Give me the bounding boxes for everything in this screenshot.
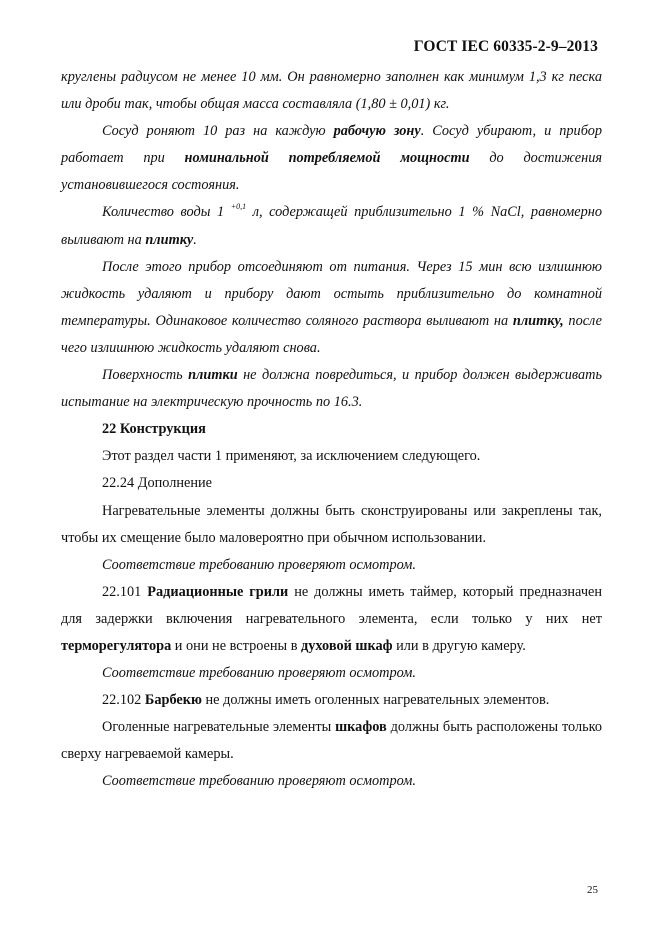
compliance-note: Соответствие требованию проверяют осмотром.	[102, 665, 416, 682]
term-oven: духовой шкаф	[301, 637, 393, 654]
clause-22-101: 22.101 Радиационные грили не должны иметь таймер, который предназначен для задержки включения нагревательного элемента, если только у них нет терморегулятора и они не встроены в духовой шкаф или в другую камеру.	[61, 583, 603, 654]
term-ovens: шкафов	[335, 719, 387, 736]
paragraph-surface: Поверхность плитки не должна повредиться, и прибор должен выдерживать испытание на электрическую прочность по 16.3.	[61, 367, 602, 411]
section-heading-22: 22 Конструкция	[102, 421, 206, 438]
paragraph-water-test: Количество воды 1 $^{+0,1}$ л, содержащей приблизительно 1 % NaCl, равномерно выливают на плитку.	[61, 202, 602, 248]
compliance-note: Соответствие требованию проверяют осмотром.	[102, 556, 416, 573]
paragraph-drop-test: Сосуд роняют 10 раз на каждую рабочую зону. Сосуд убирают, и прибор работает при номинальной потребляемой мощности до достижения установившегося состояния.	[61, 123, 602, 194]
document-body	[61, 64, 602, 796]
clause-22-102: 22.102 Барбекю не должны иметь оголенных нагревательных элементов.	[102, 692, 550, 709]
compliance-note: Соответствие требованию проверяют осмотром.	[102, 773, 416, 790]
paragraph-section-applies: Этот раздел части 1 применяют, за исключением следующего.	[102, 448, 481, 465]
term-rated-power-input: номинальной потребляемой мощности	[184, 150, 470, 167]
page-number: 25	[587, 884, 598, 896]
term-barbecues: Барбекю	[144, 692, 202, 709]
term-thermostat: терморегулятора	[61, 637, 172, 654]
tolerance-superscript: +0,1	[230, 202, 247, 212]
clause-22-24: 22.24 Дополнение	[102, 475, 213, 492]
term-hob: плитку,	[512, 312, 564, 329]
term-working-zone: рабочую зону	[333, 123, 421, 140]
term-hob: плитки	[188, 367, 238, 384]
term-radiant-grills: Радиационные грили	[147, 583, 289, 600]
term-hob: плитку	[145, 231, 194, 248]
document-header: ГОСТ IEC 60335-2-9–2013	[413, 38, 598, 55]
paragraph-exposed-elements: Оголенные нагревательные элементы шкафов должны быть расположены только сверху нагреваемой камеры.	[61, 719, 602, 763]
paragraph-test-object: круглены радиусом не менее 10 мм. Он равномерно заполнен как минимум 1,3 кг песка или дроби так, чтобы общая масса составляла (1,80 ± 0,01) кг.	[61, 69, 602, 113]
paragraph-heating-elements: Нагревательные элементы должны быть сконструированы или закреплены так, чтобы их смещение было маловероятно при обычном использовании.	[61, 502, 602, 546]
paragraph-disconnect: После этого прибор отсоединяют от питания. Через 15 мин всю излишнюю жидкость удаляют и прибору дают остыть приблизительно до комнатной температуры. Одинаковое количество соляного раствора выливают на плитку, после чего излишнюю жидкость удаляют снова.	[61, 258, 602, 356]
